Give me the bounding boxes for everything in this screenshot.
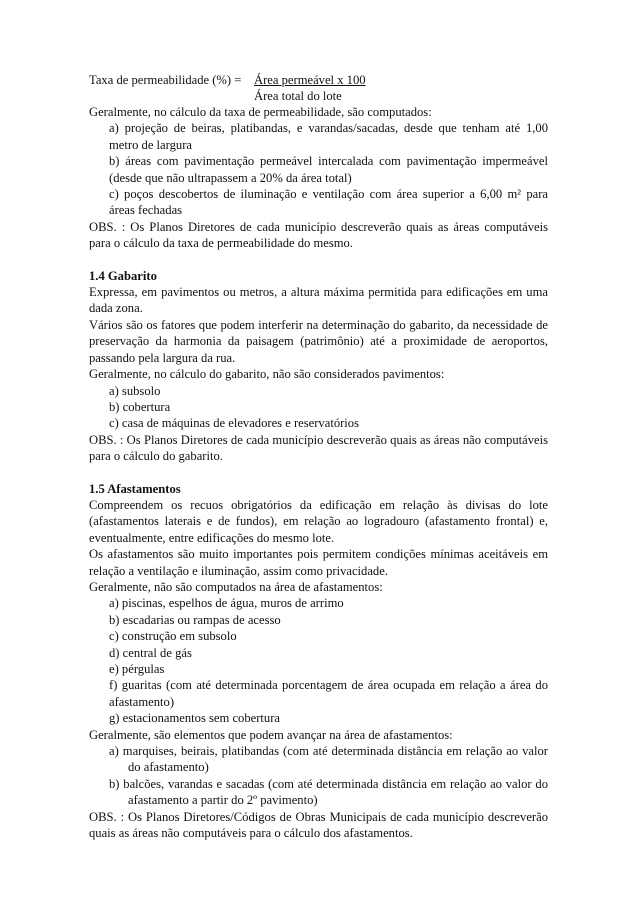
formula-denominator: Área total do lote — [254, 89, 342, 103]
list-item: a) marquises, beirais, platibandas (com até determinada distância em relação ao valor do afastamento) — [109, 744, 548, 775]
list-item: a) subsolo — [109, 383, 161, 398]
paragraph: Expressa, em pavimentos ou metros, a altura máxima permitida para edificações em uma dada zona. — [89, 285, 548, 316]
section-heading-gabarito: 1.4 Gabarito — [89, 268, 157, 283]
list-item: c) construção em subsolo — [109, 629, 237, 644]
list-item: e) pérgulas — [109, 662, 165, 676]
list-item: c) poços descobertos de iluminação e ventilação com área superior a 6,00 m² para áreas fechadas — [109, 187, 548, 218]
document-page — [89, 72, 548, 841]
list-item: b) escadarias ou rampas de acesso — [109, 612, 281, 627]
formula-numerator: Área permeável x 100 — [254, 73, 366, 87]
list-item: f) guaritas (com até determinada porcentagem de área ocupada em relação a área do afastamento) — [109, 678, 548, 709]
afastamentos-obs: OBS. : Os Planos Diretores/Códigos de Obras Municipais de cada município descreverão quais as áreas não computáveis para o cálculo dos afastamentos. — [89, 809, 548, 841]
list-item: b) áreas com pavimentação permeável intercalada com pavimentação impermeável (desde que não ultrapassem a 20% da área total) — [109, 154, 548, 185]
afastamentos-intro2: Geralmente, são elementos que podem avançar na área de afastamentos: — [89, 727, 453, 742]
list-item: c) casa de máquinas de elevadores e reservatórios — [109, 416, 360, 431]
gabarito-obs: OBS. : Os Planos Diretores de cada município descreverão quais as áreas não computáveis para o cálculo do gabarito. — [89, 432, 548, 464]
perm-intro: Geralmente, no cálculo da taxa de permeabilidade, são computados: — [89, 105, 432, 119]
paragraph: Vários são os fatores que podem interferir na determinação do gabarito, da necessidade de preservação da harmonia da paisagem (patrimônio) até a proximidade de aeroportos, passando pela largura da rua. — [89, 317, 548, 365]
paragraph: Os afastamentos são muito importantes pois permitem condições mínimas aceitáveis em relação a ventilação e iluminação, assim como privacidade. — [89, 547, 548, 578]
permeability-formula — [89, 72, 548, 104]
section-heading-afastamentos: 1.5 Afastamentos — [89, 481, 181, 496]
gabarito-intro: Geralmente, no cálculo do gabarito, não são considerados pavimentos: — [89, 367, 445, 382]
perm-obs: OBS. : Os Planos Diretores de cada município descreverão quais as áreas computáveis para o cálculo da taxa de permeabilidade do mesmo. — [89, 219, 548, 251]
list-item: g) estacionamentos sem cobertura — [109, 711, 280, 726]
list-item: b) cobertura — [109, 399, 171, 414]
list-item: a) projeção de beiras, platibandas, e varandas/sacadas, desde que tenham até 1,00 metro de largura — [109, 121, 548, 152]
list-item: d) central de gás — [109, 645, 192, 660]
list-item: b) balcões, varandas e sacadas (com até determinada distância em relação ao valor do afastamento a partir do 2º pavimento) — [109, 776, 548, 808]
formula-lhs: Taxa de permeabilidade (%) = — [89, 73, 242, 87]
afastamentos-intro: Geralmente, não são computados na área de afastamentos: — [89, 579, 383, 594]
paragraph: Compreendem os recuos obrigatórios da edificação em relação às divisas do lote (afastamentos laterais e de fundos), em relação ao logradouro (afastamento frontal) e, eventualmente, entre edificações do mesmo lote. — [89, 497, 548, 545]
list-item: a) piscinas, espelhos de água, muros de arrimo — [109, 596, 344, 611]
